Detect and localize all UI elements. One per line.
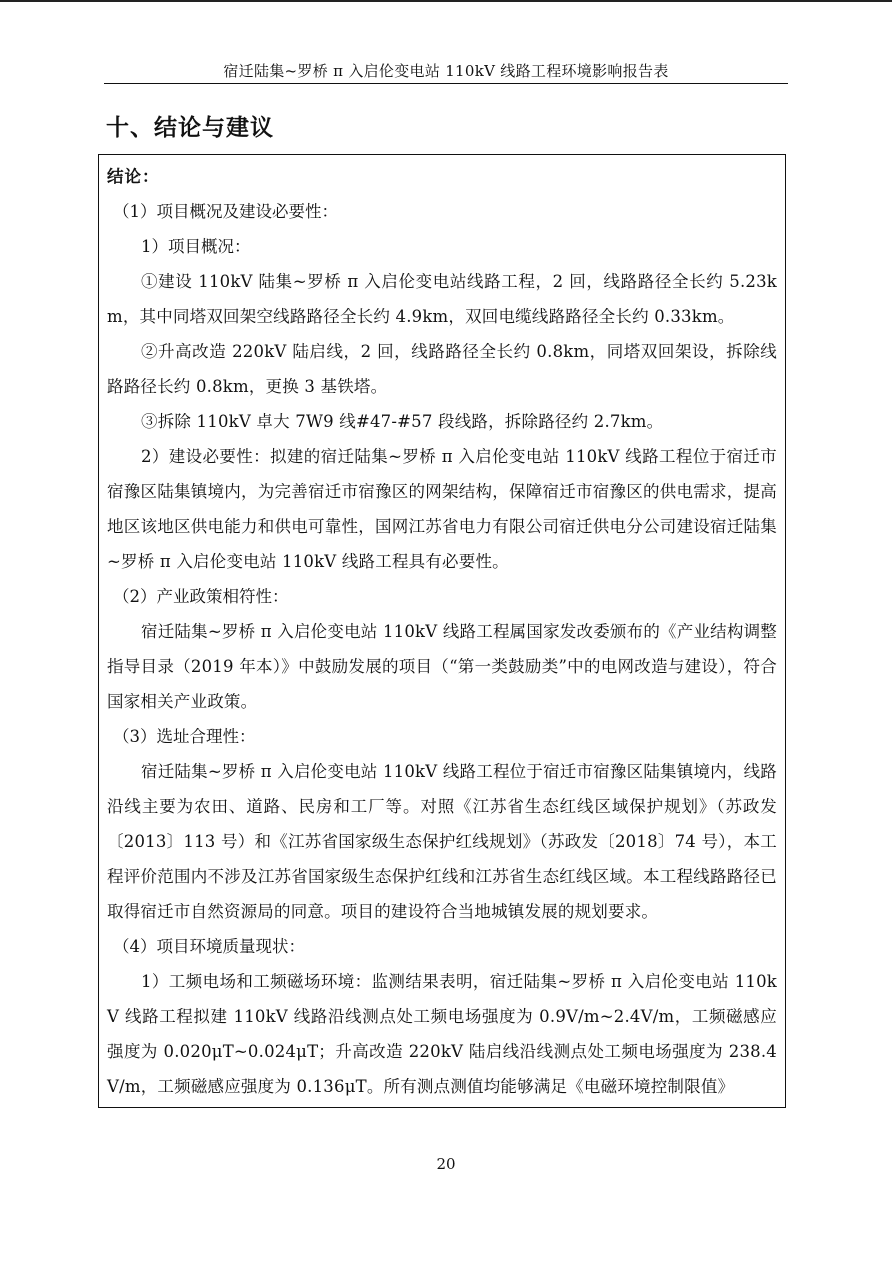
- running-header: 宿迁陆集~罗桥 π 入启伦变电站 110kV 线路工程环境影响报告表: [223, 62, 669, 80]
- section-3-title: （3）选址合理性：: [113, 727, 256, 746]
- section-title: 十、结论与建议: [106, 114, 274, 141]
- section-4-text: 1）工频电场和工频磁场环境：监测结果表明，宿迁陆集~罗桥 π 入启伦变电站 110kV 线路工程拟建 110kV 线路沿线测点处工频电场强度为 0.9V/m~2.4V/m，工频磁感应强度为 0.020μT~0.024μT；升高改造 220kV 陆启线沿线测点处工频电场强度为 238.4V/m，工频磁感应强度为 0.136μT。所有测点测值均能够满足《电磁环境控制限值》: [107, 972, 777, 1096]
- conclusion-heading: 结论：: [107, 167, 160, 186]
- section-2-title: （2）产业政策相符性：: [113, 587, 289, 606]
- section-2-text: 宿迁陆集~罗桥 π 入启伦变电站 110kV 线路工程属国家发改委颁布的《产业结构调整指导目录（2019 年本）》中鼓励发展的项目（“第一类鼓励类”中的电网改造与建设），符合国家相关产业政策。: [107, 622, 777, 711]
- conclusion-box: [98, 154, 786, 1108]
- section-3-text: 宿迁陆集~罗桥 π 入启伦变电站 110kV 线路工程位于宿迁市宿豫区陆集镇境内，线路沿线主要为农田、道路、民房和工厂等。对照《江苏省生态红线区域保护规划》（苏政发〔2013〕113 号）和《江苏省国家级生态保护红线规划》（苏政发〔2018〕74 号），本工程评价范围内不涉及江苏省国家级生态保护红线和江苏省生态红线区域。本工程线路路径已取得宿迁市自然资源局的同意。项目的建设符合当地城镇发展的规划要求。: [107, 762, 777, 921]
- header-rule: [104, 83, 788, 84]
- section-1-1-title: 1）项目概况：: [141, 237, 251, 256]
- section-1-2-necessity: 2）建设必要性：拟建的宿迁陆集~罗桥 π 入启伦变电站 110kV 线路工程位于宿迁市宿豫区陆集镇境内，为完善宿迁市宿豫区的网架结构，保障宿迁市宿豫区的供电需求，提高地区该地区供电能力和供电可靠性，国网江苏省电力有限公司宿迁供电分公司建设宿迁陆集~罗桥 π 入启伦变电站 110kV 线路工程具有必要性。: [107, 447, 777, 571]
- section-1-1-item-1: ①建设 110kV 陆集~罗桥 π 入启伦变电站线路工程，2 回，线路路径全长约 5.23km，其中同塔双回架空线路路径全长约 4.9km，双回电缆线路路径全长约 0.33km。: [107, 272, 777, 326]
- top-edge-rule: [0, 0, 892, 2]
- section-1-title: （1）项目概况及建设必要性：: [113, 202, 338, 221]
- section-1-1-item-3: ③拆除 110kV 卓大 7W9 线#47-#57 段线路，拆除路径约 2.7km。: [141, 412, 664, 431]
- section-1-1-item-2: ②升高改造 220kV 陆启线，2 回，线路路径全长约 0.8km，同塔双回架设，拆除线路路径长约 0.8km，更换 3 基铁塔。: [107, 342, 777, 396]
- page-number: 20: [436, 1155, 456, 1173]
- section-4-title: （4）项目环境质量现状：: [113, 937, 305, 956]
